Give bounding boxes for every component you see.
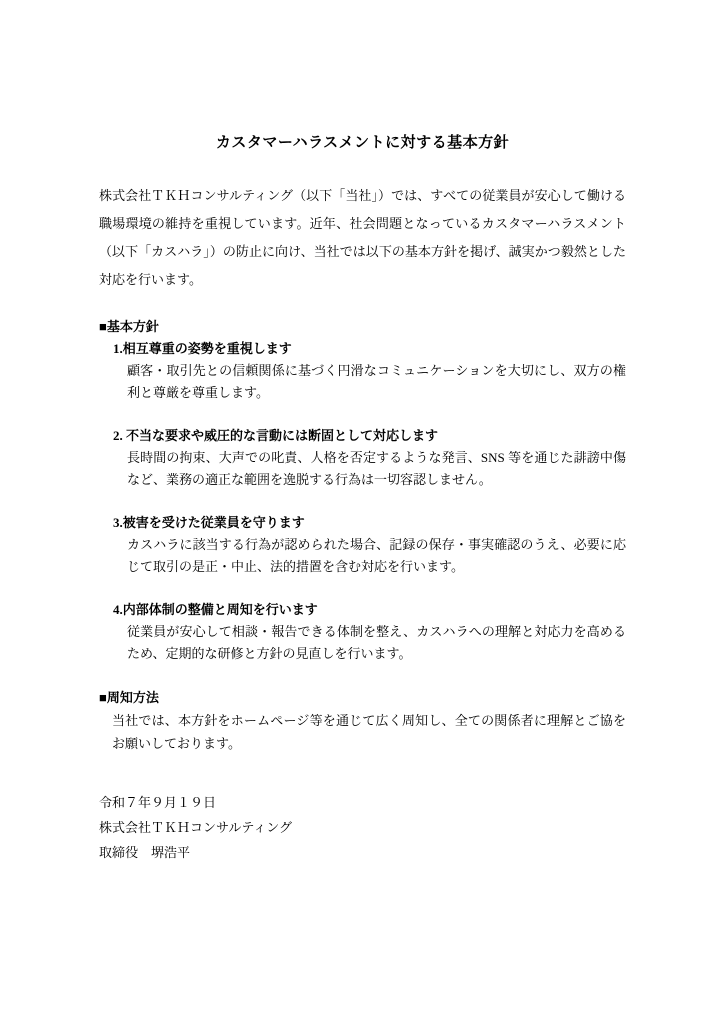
document-title: カスタマーハラスメントに対する基本方針: [215, 135, 510, 151]
policy-item-4-heading: 4.内部体制の整備と周知を行います: [113, 602, 318, 617]
policy-item-4-body: 従業員が安心して相談・報告できる体制を整え、カスハラへの理解と対応力を高めるため、定期的な研修と方針の見直しを行います。: [127, 624, 626, 661]
section-heading-notice-method: ■周知方法: [99, 690, 159, 705]
policy-item-2: [99, 425, 626, 491]
signature-name: 取締役 堺浩平: [99, 845, 191, 860]
notice-method-body: 当社では、本方針をホームページ等を通じて広く周知し、全ての関係者に理解とご協をお願いしております。: [112, 713, 626, 751]
policy-item-1: [99, 338, 626, 404]
signature-date: 令和７年９月１９日: [99, 795, 217, 810]
policy-item-4: [99, 599, 626, 665]
policy-item-3-heading: 3.被害を受けた従業員を守ります: [113, 515, 305, 530]
policy-item-1-heading: 1.相互尊重の姿勢を重視します: [113, 341, 292, 356]
policy-item-2-heading: 2. 不当な要求や威圧的な言動には断固として対応します: [113, 428, 439, 443]
signature-company: 株式会社ＴＫＨコンサルティング: [99, 820, 293, 835]
policy-item-1-body: 顧客・取引先との信頼関係に基づく円滑なコミュニケーションを大切にし、双方の権利と尊厳を尊重します。: [127, 363, 626, 400]
section-heading-basic-policy: ■基本方針: [99, 319, 159, 334]
intro-paragraph: 株式会社ＴＫＨコンサルティング（以下「当社」）では、すべての従業員が安心して働ける職場環境の維持を重視しています。近年、社会問題となっているカスタマーハラスメント（以下「カスハラ」）の防止に向け、当社では以下の基本方針を掲げ、誠実かつ毅然とした対応を行います。: [99, 188, 626, 287]
policy-item-2-body: 長時間の拘束、大声での叱責、人格を否定するような発言、SNS 等を通じた誹謗中傷など、業務の適正な範囲を逸脱する行為は一切容認しません。: [127, 450, 626, 487]
policy-item-3-body: カスハラに該当する行為が認められた場合、記録の保存・事実確認のうえ、必要に応じて取引の是正・中止、法的措置を含む対応を行います。: [127, 537, 626, 574]
signature-block: [99, 790, 626, 865]
policy-item-3: [99, 512, 626, 578]
policy-list: [99, 338, 626, 665]
